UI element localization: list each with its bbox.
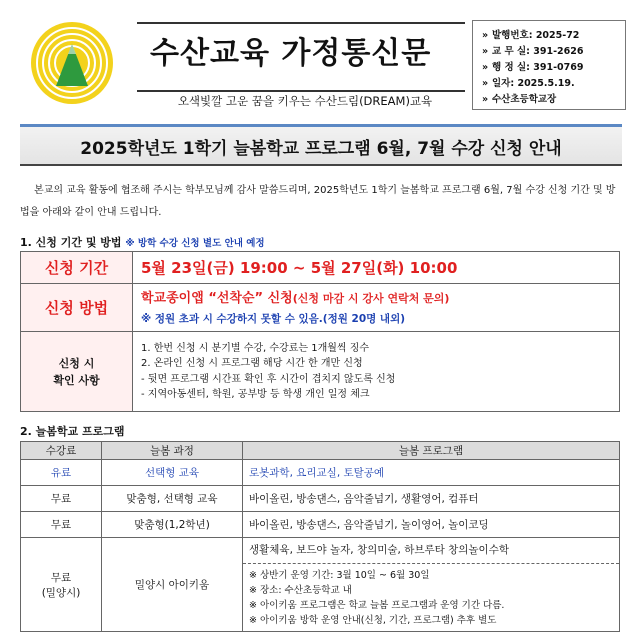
table-row — [21, 538, 620, 632]
course-cell: 선택형 교육 — [102, 460, 243, 486]
school-emblem-logo — [29, 20, 115, 106]
program-note: ※ 아이키움 방학 운영 안내(신청, 기간, 프로그램) 추후 별도 — [249, 615, 497, 626]
fee-cell: 무료 — [21, 512, 102, 538]
checks-label-cell: 신청 시 확인 사항 — [21, 332, 133, 412]
info-admin-phone: » 행 정 실: 391-0769 — [482, 62, 584, 73]
program-table — [20, 441, 620, 632]
period-label-cell: 신청 기간 — [21, 252, 133, 284]
table-row — [21, 460, 620, 486]
newsletter-subtitle: 오색빛깔 고운 꿈을 키우는 수산드림(DREAM)교육 — [177, 94, 433, 108]
method-note: ※ 정원 초과 시 수강하지 못할 수 있음.(정원 20명 내외) — [141, 312, 406, 325]
section-1-heading: 1. 신청 기간 및 방법 ※ 방학 수강 신청 별도 안내 예정 — [20, 236, 265, 249]
program-note: ※ 상반기 운영 기간: 3월 10일 ~ 6월 30일 — [249, 570, 430, 581]
info-principal: » 수산초등학교장 — [482, 94, 557, 105]
course-cell: 밀양시 아이키움 — [102, 538, 243, 632]
notice-heading: 2025학년도 1학기 늘봄학교 프로그램 6월, 7월 수강 신청 안내 — [80, 139, 562, 159]
programs-notes — [243, 564, 619, 631]
table-row — [21, 512, 620, 538]
course-cell: 맞춤형(1,2학년) — [102, 512, 243, 538]
intro-paragraph: 본교의 교육 활동에 협조해 주시는 학부모님께 감사 말씀드리며, 2025학년도 1학기 늘봄학교 프로그램 6월, 7월 수강 신청 기간 및 방법을 아래와 같이 안내 드립니다. — [20, 185, 616, 218]
application-info-table — [20, 251, 620, 412]
period-value-cell: 5월 23일(금) 19:00 ~ 5월 27일(화) 10:00 — [133, 252, 620, 284]
check-item: - 뒷면 프로그램 시간표 확인 후 시간이 겹치지 않도록 신청 — [141, 373, 396, 385]
course-cell: 맞춤형, 선택형 교육 — [102, 486, 243, 512]
newsletter-title: 수산교육 가정통신문 — [150, 36, 432, 71]
banner-accent-line — [20, 124, 622, 127]
section-2-heading: 2. 늘봄학교 프로그램 — [20, 425, 125, 438]
table-row — [21, 486, 620, 512]
check-item: 1. 한번 신청 시 분기별 수강, 수강료는 1개월씩 징수 — [141, 342, 370, 354]
programs-cell: 바이올린, 방송댄스, 음악줄넘기, 생활영어, 컴퓨터 — [243, 486, 620, 512]
program-note: ※ 아이키움 프로그램은 학교 늘봄 프로그램과 운영 기간 다름. — [249, 600, 505, 611]
programs-cell: 로봇과학, 요리교실, 토탈공예 — [243, 460, 620, 486]
programs-cell — [243, 538, 620, 632]
program-table-header — [21, 442, 620, 460]
info-office-phone: » 교 무 실: 391-2626 — [482, 46, 584, 57]
header-fee: 수강료 — [21, 442, 102, 460]
header-programs: 늘봄 프로그램 — [243, 442, 620, 460]
checks-value-cell — [133, 332, 620, 412]
checks-row — [21, 332, 620, 412]
header-course: 늘봄 과정 — [102, 442, 243, 460]
info-issue-number: » 발행번호: 2025-72 — [482, 30, 580, 41]
info-date: » 일자: 2025.5.19. — [482, 78, 575, 89]
method-main: 학교종이앱 “선착순” 신청 — [141, 290, 293, 306]
section-1-note: ※ 방학 수강 신청 별도 안내 예정 — [125, 238, 265, 249]
period-row — [21, 252, 620, 284]
method-paren: (신청 마감 시 강사 연락처 문의) — [292, 291, 450, 305]
programs-list: 생활체육, 보드야 놀자, 창의미술, 하브루타 창의놀이수학 — [243, 538, 619, 564]
program-note: ※ 장소: 수산초등학교 내 — [249, 585, 352, 596]
method-value-cell — [133, 284, 620, 332]
check-item: - 지역아동센터, 학원, 공부방 등 학생 개인 일정 체크 — [141, 389, 370, 400]
fee-cell: 유료 — [21, 460, 102, 486]
method-label-cell: 신청 방법 — [21, 284, 133, 332]
check-item: 2. 온라인 신청 시 프로그램 해당 시간 한 개만 신청 — [141, 358, 363, 369]
fee-cell: 무료 — [21, 486, 102, 512]
method-row — [21, 284, 620, 332]
programs-cell: 바이올린, 방송댄스, 음악줄넘기, 놀이영어, 놀이코딩 — [243, 512, 620, 538]
fee-cell: 무료 (밀양시) — [21, 538, 102, 632]
